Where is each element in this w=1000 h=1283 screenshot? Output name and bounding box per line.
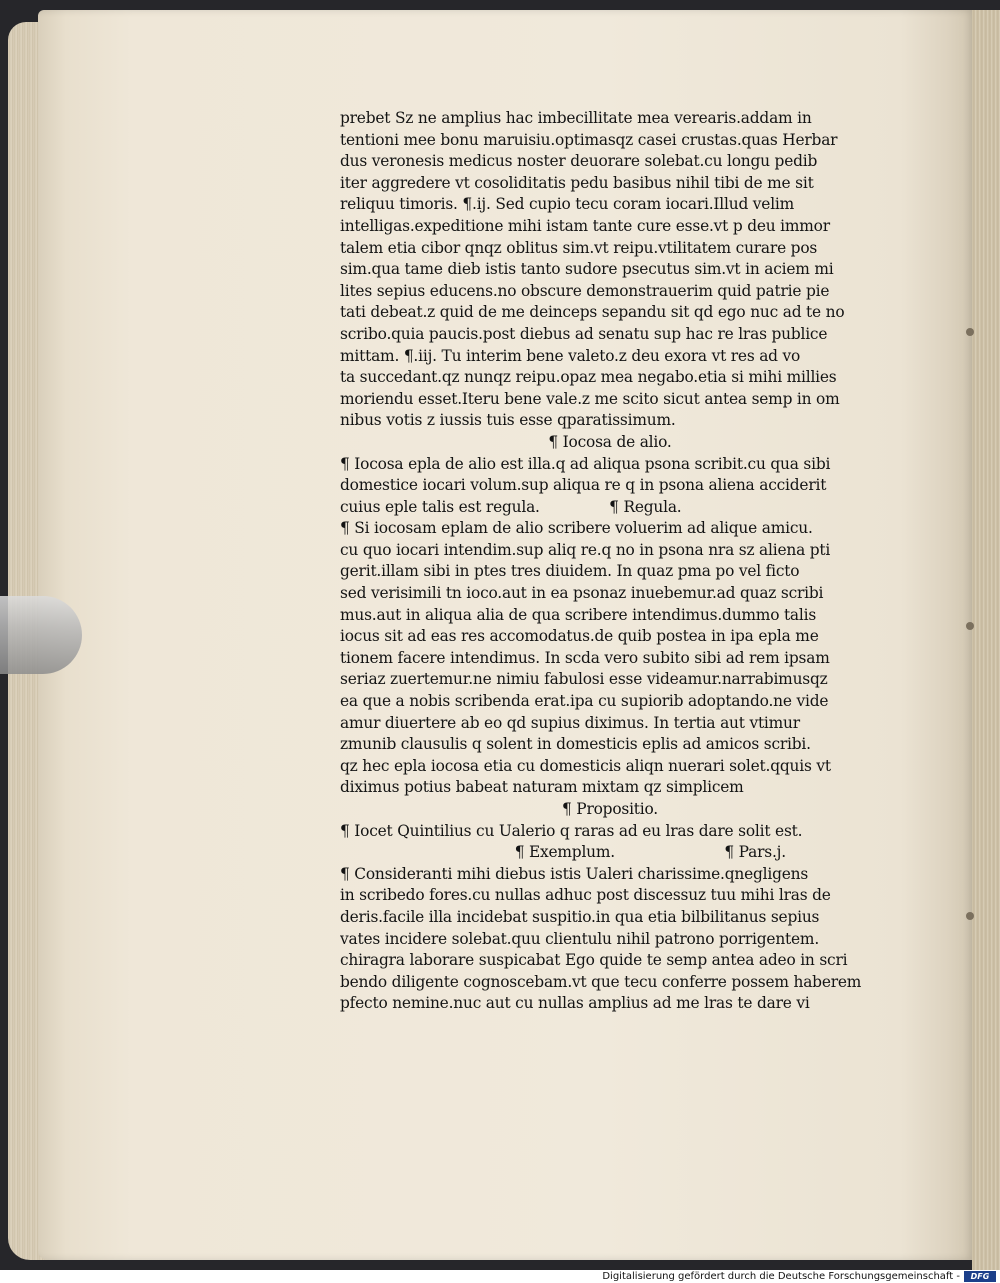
- text-line: intelligas.expeditione mihi istam tante cure esse.vt p deu immor: [340, 216, 830, 235]
- text-line: sed verisimili tn ioco.aut in ea psonaz inuebemur.ad quaz scribi: [340, 584, 824, 603]
- text-line: chiragra laborare suspicabat Ego quide te semp antea adeo in scri: [340, 951, 848, 970]
- text-line: diximus potius babeat naturam mixtam qz simplicem: [340, 778, 744, 797]
- binding-hole: [966, 328, 974, 336]
- text-line: nibus votis z iussis tuis esse qparatissimum.: [340, 411, 676, 430]
- text-line: sim.qua tame dieb istis tanto sudore psecutus sim.vt in aciem mi: [340, 260, 834, 279]
- text-line: seriaz zuertemur.ne nimiu fabulosi esse videamur.narrabimusqz: [340, 670, 828, 689]
- text-line: lites sepius educens.no obscure demonstrauerim quid patrie pie: [340, 281, 830, 300]
- text-line: iocus sit ad eas res accomodatus.de quib postea in ipa epla me: [340, 627, 819, 646]
- text-line: tati debeat.z quid de me deinceps sepandu sit qd ego nuc ad te no: [340, 303, 845, 322]
- text-line: iter aggredere vt cosoliditatis pedu basibus nihil tibi de me sit: [340, 173, 814, 192]
- text-line: gerit.illam sibi in ptes tres diuidem. In quaz pma po vel ficto: [340, 562, 800, 581]
- footer-bar: [0, 1270, 1000, 1283]
- heading-regula: ¶ Regula.: [609, 497, 682, 516]
- text-line: prebet Sz ne amplius hac imbecillitate mea verearis.addam in: [340, 109, 812, 127]
- text-line: bendo diligente cognoscebam.vt que tecu conferre possem haberem: [340, 972, 862, 991]
- text-line: cu quo iocari intendim.sup aliq re.q no in psona nra sz aliena pti: [340, 540, 831, 559]
- text-line: vates incidere solebat.quu clientulu nihil patrono porrigentem.: [340, 929, 820, 948]
- heading-pars: ¶ Pars.j.: [724, 843, 786, 862]
- text-line: ¶ Si iocosam eplam de alio scribere voluerim ad alique amicu.: [340, 519, 813, 538]
- binding-hole: [966, 622, 974, 630]
- text-line: tentioni mee bonu maruisiu.optimasqz casei crustas.quas Herbar: [340, 130, 838, 149]
- text-line: qz hec epla iocosa etia cu domesticis aliqn nuerari solet.qquis vt: [340, 756, 831, 775]
- text-line: zmunib clausulis q solent in domesticis eplis ad amicos scribi.: [340, 735, 811, 754]
- text-line: pfecto nemine.nuc aut cu nullas amplius ad me lras te dare vi: [340, 994, 810, 1013]
- text-line: tionem facere intendimus. In scda vero subito sibi ad rem ipsam: [340, 648, 830, 667]
- heading-propositio: ¶ Propositio.: [562, 800, 658, 818]
- dfg-logo: DFG: [964, 1271, 996, 1282]
- text-line: ta succedant.qz nunqz reipu.opaz mea negabo.etia si mihi millies: [340, 368, 837, 387]
- text-line: cuius eple talis est regula.: [340, 497, 540, 516]
- text-line: dus veronesis medicus noster deuorare solebat.cu longu pedib: [340, 152, 818, 171]
- footer-credit: Digitalisierung gefördert durch die Deutsche Forschungsgemeinschaft -: [602, 1271, 960, 1282]
- text-line: amur diuertere ab eo qd supius diximus. In tertia aut vtimur: [340, 713, 800, 732]
- exemplum-row: [340, 842, 880, 864]
- book-page-edges-right: [972, 10, 1000, 1270]
- text-line: talem etia cibor qnqz oblitus sim.vt reipu.vtilitatem curare pos: [340, 238, 818, 257]
- text-line: mittam. ¶.iij. Tu interim bene valeto.z deu exora vt res ad vo: [340, 346, 801, 365]
- page-text: [340, 108, 880, 1015]
- text-line: mus.aut in aliqua alia de qua scribere intendimus.dummo talis: [340, 605, 817, 624]
- binding-hole: [966, 912, 974, 920]
- text-line: reliquu timoris. ¶.ij. Sed cupio tecu coram iocari.Illud velim: [340, 195, 795, 214]
- heading-exemplum: ¶ Exemplum.: [514, 843, 615, 862]
- text-line: moriendu esset.Iteru bene vale.z me scito sicut antea semp in om: [340, 389, 840, 408]
- text-line: ea que a nobis scribenda erat.ipa cu supiorib adoptando.ne vide: [340, 692, 829, 711]
- text-line: ¶ Iocet Quintilius cu Ualerio q raras ad eu lras dare solit est.: [340, 821, 803, 840]
- text-line: deris.facile illa incidebat suspitio.in qua etia bilbilitanus sepius: [340, 907, 820, 926]
- regula-row: [340, 497, 880, 519]
- glass-clip: [0, 596, 82, 674]
- text-line: in scribedo fores.cu nullas adhuc post discessuz tuu mihi lras de: [340, 886, 831, 905]
- text-line: ¶ Consideranti mihi diebus istis Ualeri charissime.qnegligens: [340, 864, 809, 883]
- text-line: domestice iocari volum.sup aliqua re q in psona aliena acciderit: [340, 476, 827, 495]
- heading-iocosa: ¶ Iocosa de alio.: [548, 432, 672, 451]
- text-line: ¶ Iocosa epla de alio est illa.q ad aliqua psona scribit.cu qua sibi: [340, 454, 831, 473]
- text-line: scribo.quia paucis.post diebus ad senatu sup hac re lras publice: [340, 324, 828, 343]
